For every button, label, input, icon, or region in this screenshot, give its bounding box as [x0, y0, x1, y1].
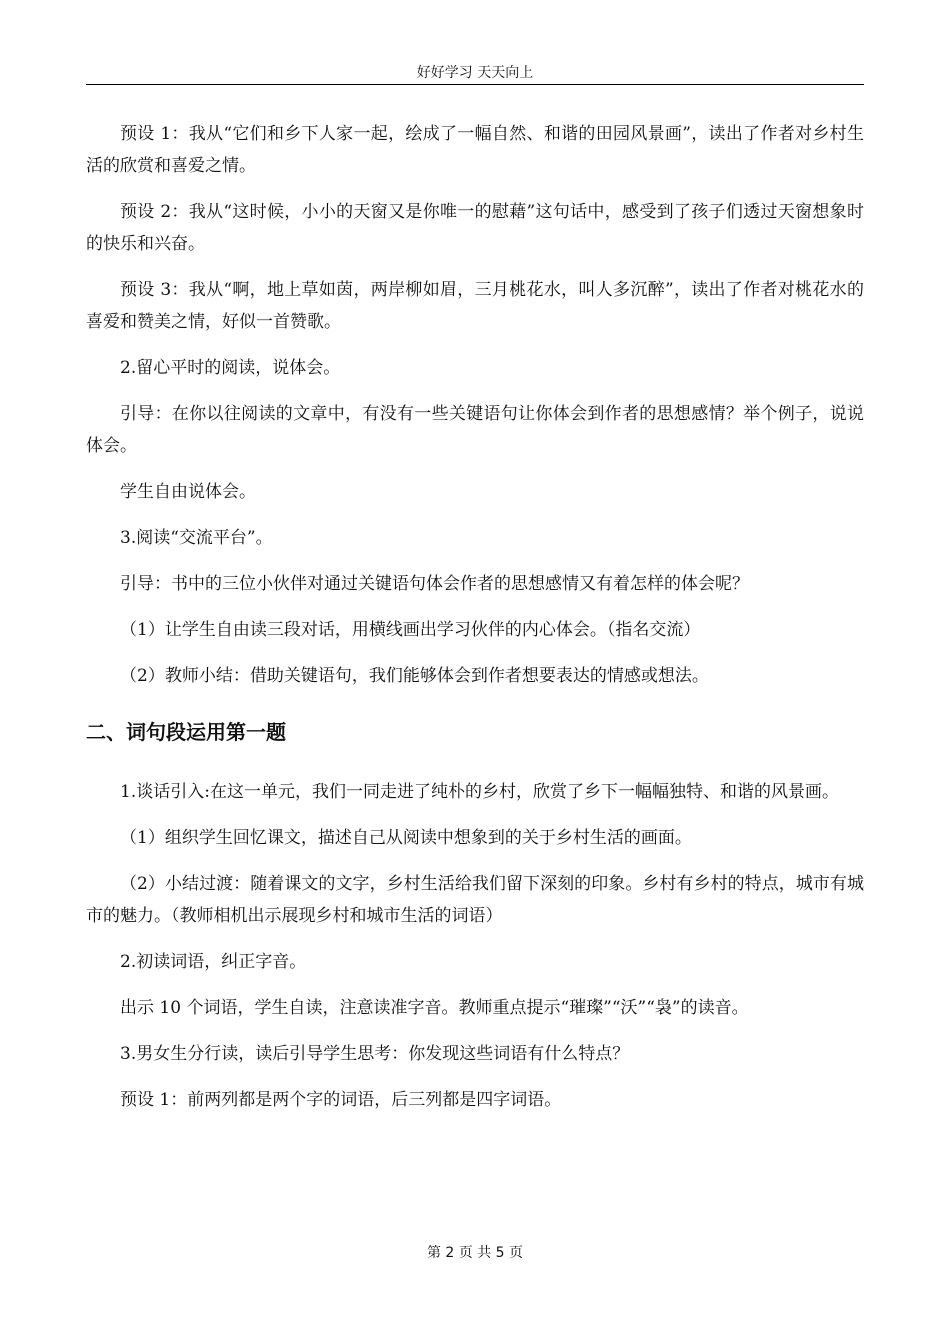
document-body — [86, 118, 864, 1130]
paragraph: 预设 2：我从“这时候，小小的天窗又是你唯一的慰藉”这句话中，感受到了孩子们透过天窗想象时的快乐和兴奋。 — [86, 202, 864, 254]
header-divider — [86, 84, 864, 85]
paragraph: 2.留心平时的阅读，说体会。 — [120, 358, 341, 378]
paragraph: （1）让学生自由读三段对话，用横线画出学习伙伴的内心体会。（指名交流） — [120, 620, 701, 640]
paragraph: 2.初读词语，纠正字音。 — [120, 952, 307, 972]
paragraph: 引导：书中的三位小伙伴对通过关键语句体会作者的思想感情又有着怎样的体会呢？ — [120, 574, 749, 594]
paragraph: 预设 1：前两列都是两个字的词语，后三列都是四字词语。 — [120, 1090, 562, 1110]
paragraph: 学生自由说体会。 — [120, 482, 256, 502]
paragraph: 出示 10 个词语，学生自读，注意读准字音。教师重点提示“璀璨”“沃”“袅”的读音。 — [120, 998, 749, 1018]
paragraph: 引导：在你以往阅读的文章中，有没有一些关键语句让你体会到作者的思想感情？举个例子，说说体会。 — [86, 404, 864, 456]
section-heading: 二、词句段运用第一题 — [86, 720, 286, 744]
paragraph: 预设 3：我从“啊，地上草如茵，两岸柳如眉，三月桃花水，叫人多沉醉”，读出了作者对桃花水的喜爱和赞美之情，好似一首赞歌。 — [86, 280, 864, 332]
page-footer: 第 2 页 共 5 页 — [426, 1245, 524, 1261]
paragraph: 预设 1：我从“它们和乡下人家一起，绘成了一幅自然、和谐的田园风景画”，读出了作者对乡村生活的欣赏和喜爱之情。 — [86, 124, 864, 176]
paragraph: 3.阅读“交流平台”。 — [120, 528, 273, 548]
paragraph: （2）小结过渡：随着课文的文字，乡村生活给我们留下深刻的印象。乡村有乡村的特点，城市有城市的魅力。（教师相机出示展现乡村和城市生活的词语） — [86, 874, 864, 926]
paragraph: （1）组织学生回忆课文，描述自己从阅读中想象到的关于乡村生活的画面。 — [120, 828, 692, 848]
page-header: 好好学习 天天向上 — [416, 65, 534, 81]
paragraph: 1.谈话引入:在这一单元，我们一同走进了纯朴的乡村，欣赏了乡下一幅幅独特、和谐的风景画。 — [120, 782, 839, 802]
paragraph: 3.男女生分行读，读后引导学生思考：你发现这些词语有什么特点？ — [120, 1044, 630, 1064]
paragraph: （2）教师小结：借助关键语句，我们能够体会到作者想要表达的情感或想法。 — [120, 666, 709, 686]
